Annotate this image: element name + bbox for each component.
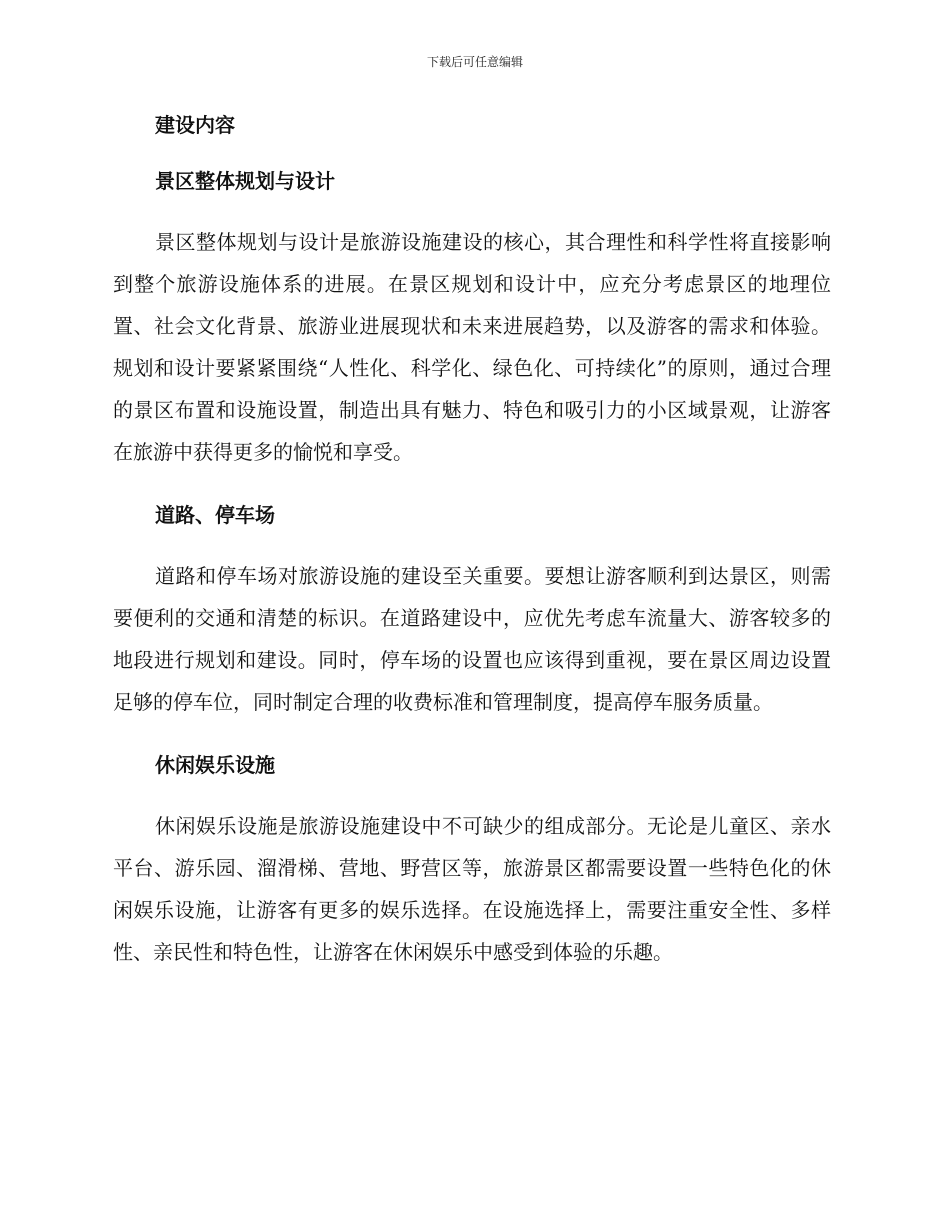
- header-note: 下载后可任意编辑: [426, 55, 523, 69]
- section-paragraph-planning: 景区整体规划与设计是旅游设施建设的核心，其合理性和科学性将直接影响到整个旅游设施体系的进展。在景区规划和设计中，应充分考虑景区的地理位置、社会文化背景、旅游业进展现状和未来进展趋势，以及游客的需求和体验。规划和设计要紧紧围绕“人性化、科学化、绿色化、可持续化”的原则，通过合理的景区布置和设施设置，制造出具有魅力、特色和吸引力的小区域景观，让游客在旅游中获得更多的愉悦和享受。: [113, 230, 831, 464]
- section-paragraph-leisure: 休闲娱乐设施是旅游设施建设中不可缺少的组成部分。无论是儿童区、亲水平台、游乐园、溜滑梯、营地、野营区等，旅游景区都需要设置一些特色化的休闲娱乐设施，让游客有更多的娱乐选择。在设施选择上，需要注重安全性、多样性、亲民性和特色性，让游客在休闲娱乐中感受到体验的乐趣。: [113, 814, 831, 964]
- section-heading-roads-parking: 道路、停车场: [155, 503, 275, 527]
- document-body: [113, 110, 831, 1000]
- section-heading-leisure: 休闲娱乐设施: [155, 753, 275, 777]
- section-paragraph-roads-parking: 道路和停车场对旅游设施的建设至关重要。要想让游客顺利到达景区，则需要便利的交通和清楚的标识。在道路建设中，应优先考虑车流量大、游客较多的地段进行规划和建设。同时，停车场的设置也应该得到重视，要在景区周边设置足够的停车位，同时制定合理的收费标准和管理制度，提高停车服务质量。: [113, 564, 831, 714]
- section-heading-planning: 景区整体规划与设计: [155, 169, 335, 193]
- document-title: 建设内容: [155, 113, 235, 137]
